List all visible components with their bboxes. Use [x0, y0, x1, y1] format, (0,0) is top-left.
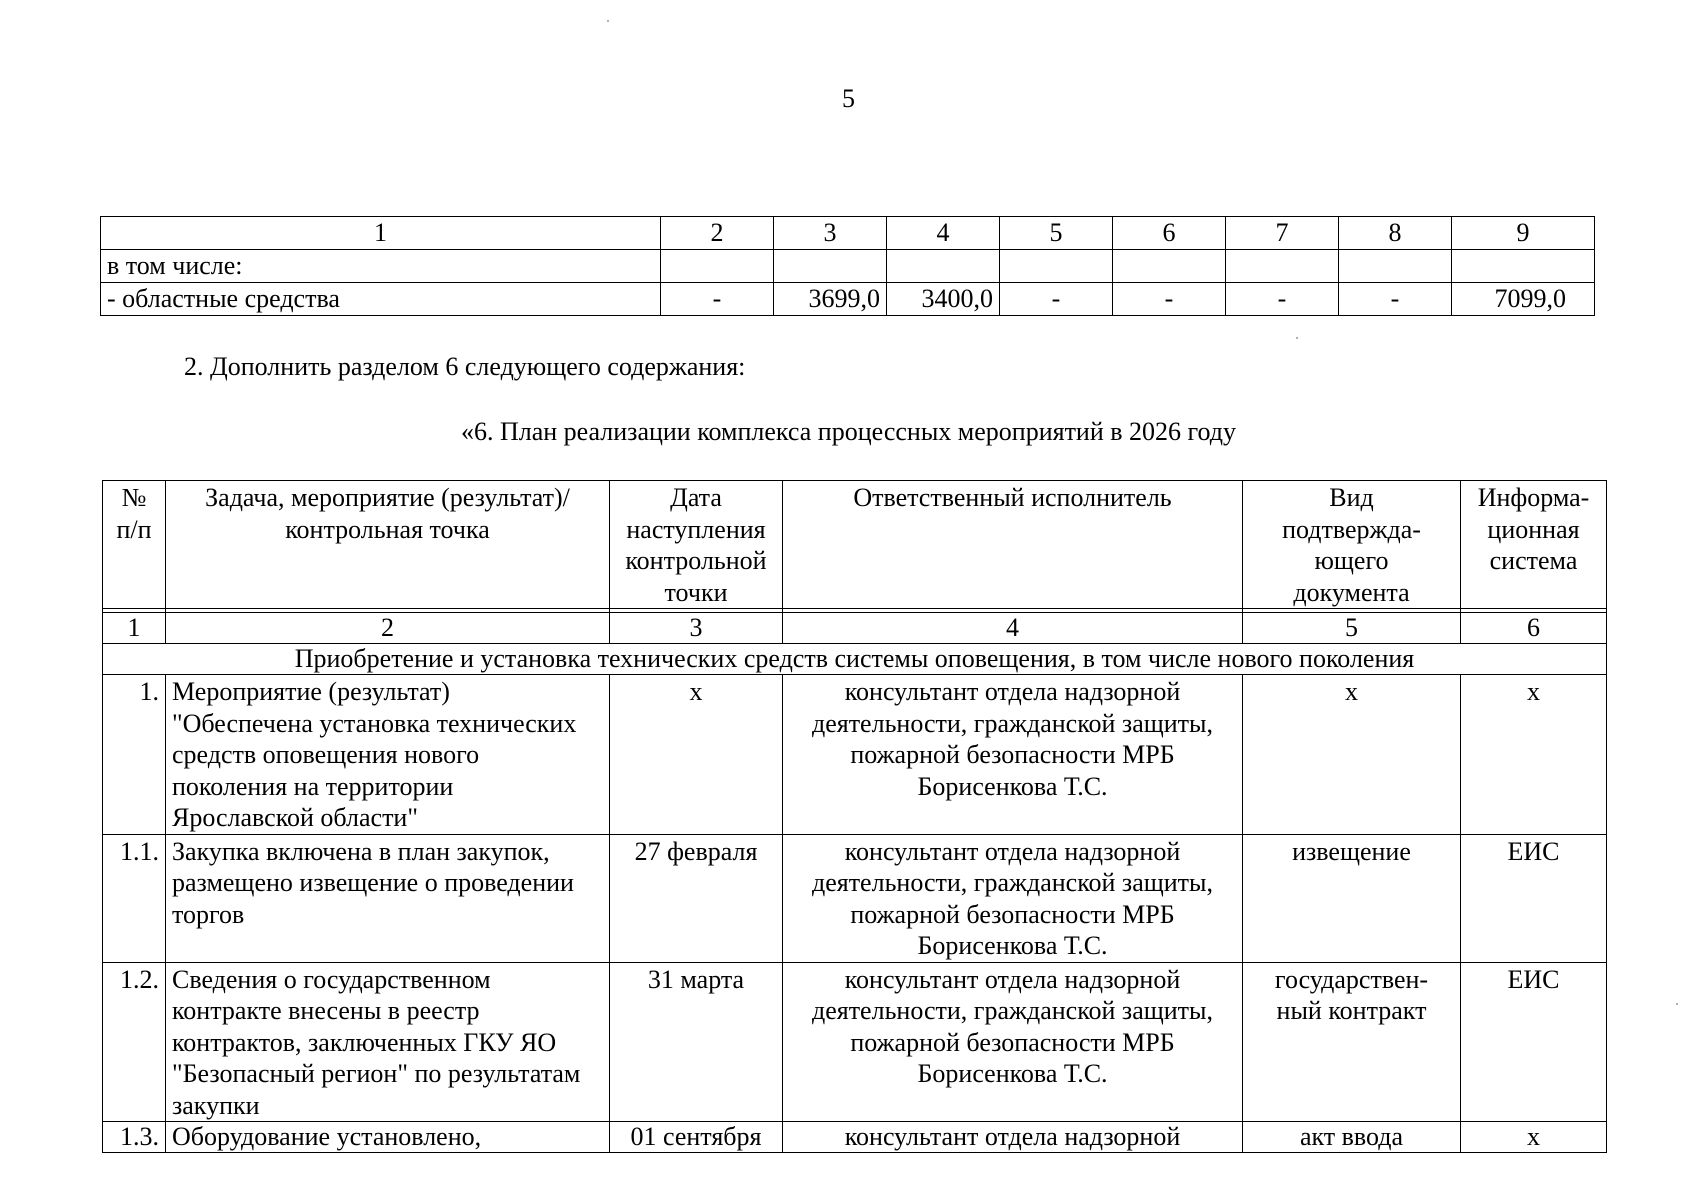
row-responsible: консультант отдела надзорной [783, 1122, 1243, 1153]
table-cell: 3400,0 [887, 283, 1000, 316]
row-responsible: консультант отдела надзорной деятельности, гражданской защиты, пожарной безопасности МРБ Борисенкова Т.С. [783, 962, 1243, 1122]
row-date: 31 марта [610, 962, 783, 1122]
table-cell: - [1000, 283, 1113, 316]
column-number: 4 [783, 613, 1243, 644]
table-cell [1226, 250, 1339, 283]
table-cell: - [1339, 283, 1452, 316]
row-task: Оборудование установлено, [166, 1122, 610, 1153]
row-system: x [1461, 1122, 1607, 1153]
column-header: № п/п [103, 481, 166, 609]
group-title-row [103, 644, 1607, 675]
table-cell: 4 [887, 217, 1000, 250]
column-header: Дата наступления контрольной точки [610, 481, 783, 609]
table-cell [1113, 250, 1226, 283]
row-document: государствен-ный контракт [1243, 962, 1461, 1122]
row-task: Сведения о государственном контракте внесены в реестр контрактов, заключенных ГКУ ЯО "Безопасный регион" по результатам закупки [166, 962, 610, 1122]
funding-table [100, 216, 1595, 316]
row-responsible: консультант отдела надзорной деятельности, гражданской защиты, пожарной безопасности МРБ Борисенкова Т.С. [783, 675, 1243, 835]
row-document: извещение [1243, 834, 1461, 962]
table-cell: - областные средства [101, 283, 661, 316]
table-cell: 7099,0 [1452, 283, 1595, 316]
instruction-paragraph: 2. Дополнить разделом 6 следующего содержания: [184, 352, 746, 381]
row-responsible: консультант отдела надзорной деятельности, гражданской защиты, пожарной безопасности МРБ Борисенкова Т.С. [783, 834, 1243, 962]
scan-speck [1676, 1003, 1678, 1005]
table-row [101, 250, 1595, 283]
scan-speck [607, 20, 609, 22]
column-header: Ответственный исполнитель [783, 481, 1243, 609]
row-date: 01 сентября [610, 1122, 783, 1153]
table-cell: 5 [1000, 217, 1113, 250]
table-cell: 7 [1226, 217, 1339, 250]
table-row [103, 1122, 1607, 1153]
row-task: Закупка включена в план закупок, размещено извещение о проведении торгов [166, 834, 610, 962]
table-cell: 3699,0 [774, 283, 887, 316]
table-cell [1452, 250, 1595, 283]
table-cell [774, 250, 887, 283]
row-number: 1.2. [103, 962, 166, 1122]
table-row [103, 834, 1607, 962]
group-title: Приобретение и установка технических средств системы оповещения, в том числе нового поколения [103, 644, 1607, 675]
table-cell [661, 250, 774, 283]
row-number: 1.1. [103, 834, 166, 962]
page-number: 5 [842, 84, 855, 113]
column-number: 1 [103, 613, 166, 644]
table-cell [887, 250, 1000, 283]
table-cell: 8 [1339, 217, 1452, 250]
column-number-row [103, 613, 1607, 644]
row-number: 1.3. [103, 1122, 166, 1153]
table-row [103, 675, 1607, 835]
table-cell: 2 [661, 217, 774, 250]
column-number: 6 [1461, 613, 1607, 644]
column-header: Вид подтвержда-ющего документа [1243, 481, 1461, 609]
table-cell: 3 [774, 217, 887, 250]
row-number: 1. [103, 675, 166, 835]
column-header: Задача, мероприятие (результат)/контрольная точка [166, 481, 610, 609]
table-cell: - [1226, 283, 1339, 316]
table-cell: - [1113, 283, 1226, 316]
column-number: 2 [166, 613, 610, 644]
table-row [103, 962, 1607, 1122]
table-cell [1000, 250, 1113, 283]
scan-speck [1296, 337, 1298, 339]
column-number: 5 [1243, 613, 1461, 644]
row-task: Мероприятие (результат) "Обеспечена установка технических средств оповещения нового поколения на территории Ярославской области" [166, 675, 610, 835]
section-title: «6. План реализации комплекса процессных мероприятий в 2026 году [460, 417, 1237, 446]
row-document: акт ввода [1243, 1122, 1461, 1153]
plan-table [102, 480, 1607, 1153]
table-cell: 6 [1113, 217, 1226, 250]
column-number: 3 [610, 613, 783, 644]
row-document: x [1243, 675, 1461, 835]
table-cell: в том числе: [101, 250, 661, 283]
row-system: ЕИС [1461, 962, 1607, 1122]
table-cell: - [661, 283, 774, 316]
row-date: x [610, 675, 783, 835]
table-cell: 1 [101, 217, 661, 250]
plan-table-header-row [103, 481, 1607, 609]
column-header: Информа-ционная система [1461, 481, 1607, 609]
table-cell [1339, 250, 1452, 283]
table-cell: 9 [1452, 217, 1595, 250]
row-system: x [1461, 675, 1607, 835]
row-system: ЕИС [1461, 834, 1607, 962]
funding-table-header-row [101, 217, 1595, 250]
row-date: 27 февраля [610, 834, 783, 962]
table-row [101, 283, 1595, 316]
